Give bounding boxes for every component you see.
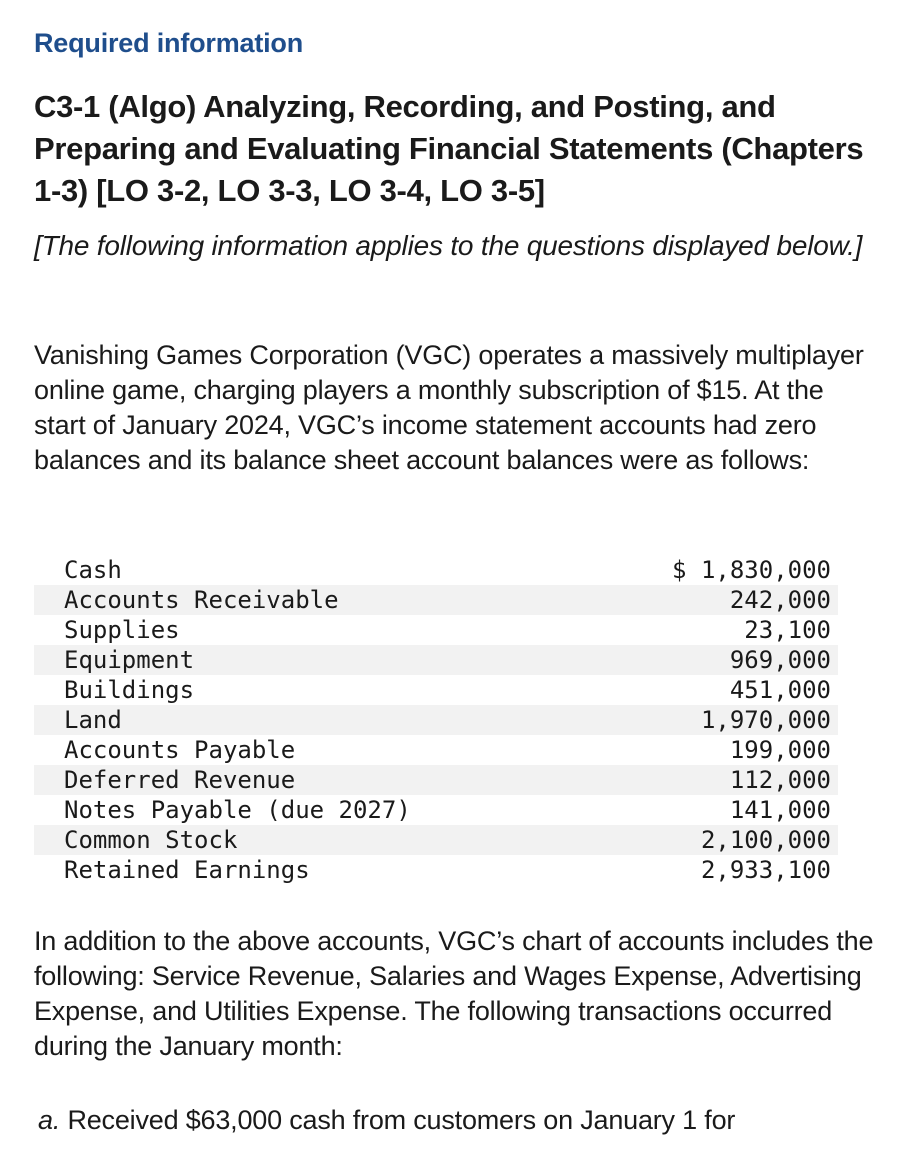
- table-row: [34, 855, 838, 885]
- account-name: Notes Payable (due 2027): [64, 796, 411, 824]
- table-row: [34, 705, 838, 735]
- required-information-heading: Required information: [34, 28, 304, 58]
- chart-of-accounts-paragraph: In addition to the above accounts, VGC’s chart of accounts includes the following: Service Revenue, Salaries and Wages Expense, Advertising Expense, and Utilities Expense. The following transactions occurred during the January month:: [34, 926, 874, 1061]
- table-row: [34, 555, 838, 585]
- table-row: [34, 675, 838, 705]
- balance-sheet-table: [34, 555, 838, 885]
- account-amount: 2,933,100: [700, 856, 831, 884]
- account-name: Equipment: [64, 646, 195, 674]
- account-amount: $ 1,830,000: [672, 556, 831, 584]
- account-name: Common Stock: [64, 826, 238, 854]
- account-name: Cash: [64, 556, 122, 584]
- transaction-letter: a.: [38, 1105, 61, 1135]
- account-name: Buildings: [64, 676, 195, 704]
- account-amount: 969,000: [729, 646, 831, 674]
- account-name: Retained Earnings: [64, 856, 310, 884]
- account-amount: 451,000: [729, 676, 831, 704]
- account-amount: 242,000: [729, 586, 831, 614]
- problem-intro: Vanishing Games Corporation (VGC) operates a massively multiplayer online game, charging players a monthly subscription of $15. At the start of January 2024, VGC’s income statement accounts had zero balances and its balance sheet account balances were as follows:: [34, 340, 864, 475]
- transaction-a: [38, 1103, 878, 1138]
- account-name: Land: [64, 706, 122, 734]
- account-amount: 112,000: [729, 766, 831, 794]
- table-row: [34, 615, 838, 645]
- account-amount: 141,000: [729, 796, 831, 824]
- table-row: [34, 795, 838, 825]
- transaction-text: Received $63,000 cash from customers on January 1 for: [67, 1105, 736, 1135]
- table-row: [34, 825, 838, 855]
- table-row: [34, 645, 838, 675]
- account-name: Accounts Payable: [64, 736, 296, 764]
- table-row: [34, 585, 838, 615]
- account-name: Deferred Revenue: [64, 766, 296, 794]
- account-name: Accounts Receivable: [64, 586, 339, 614]
- problem-title: C3-1 (Algo) Analyzing, Recording, and Posting, and Preparing and Evaluating Financial Statements (Chapters 1-3) [LO 3-2, LO 3-3, LO 3-4, LO 3-5]: [34, 89, 864, 208]
- table-row: [34, 765, 838, 795]
- account-name: Supplies: [64, 616, 180, 644]
- applies-note: [The following information applies to the questions displayed below.]: [34, 230, 863, 261]
- account-amount: 1,970,000: [700, 706, 831, 734]
- account-amount: 2,100,000: [700, 826, 831, 854]
- account-amount: 23,100: [744, 616, 831, 644]
- table-row: [34, 735, 838, 765]
- account-amount: 199,000: [729, 736, 831, 764]
